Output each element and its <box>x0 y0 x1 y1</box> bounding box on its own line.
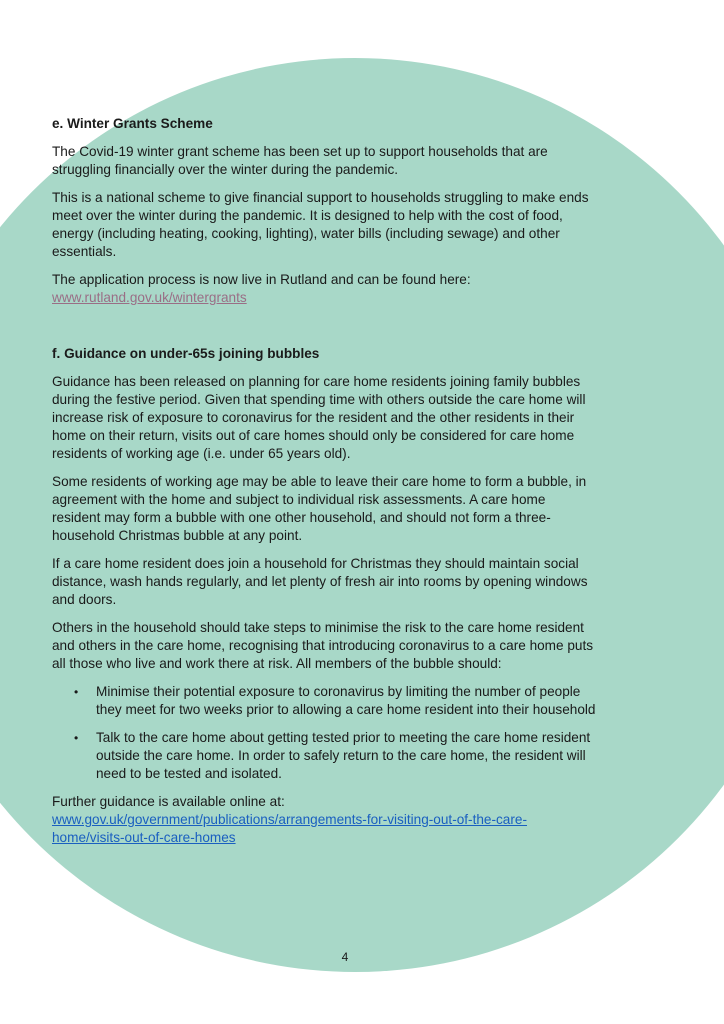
section-f-heading: f. Guidance on under-65s joining bubbles <box>52 346 320 361</box>
text-line: If a care home resident does join a household for Christmas they should maintain social <box>52 556 579 571</box>
winter-grants-link[interactable]: www.rutland.gov.uk/wintergrants <box>52 290 247 305</box>
further-guidance <box>52 793 652 847</box>
gov-guidance-link[interactable]: www.gov.uk/government/publications/arrangements-for-visiting-out-of-the-care- <box>52 812 527 827</box>
section-f-heading-block <box>52 345 652 363</box>
section-e-heading: e. Winter Grants Scheme <box>52 116 213 131</box>
text-line: This is a national scheme to give financial support to households struggling to make ends <box>52 190 589 205</box>
text-line: outside the care home. In order to safely return to the care home, the resident will <box>96 748 586 763</box>
text-line: The application process is now live in Rutland and can be found here: <box>52 272 471 287</box>
text-line: essentials. <box>52 244 117 259</box>
text-line: Minimise their potential exposure to coronavirus by limiting the number of people <box>96 684 581 699</box>
section-f-paragraph-4 <box>52 619 652 673</box>
section-f-paragraph-3 <box>52 555 652 609</box>
text-line: increase risk of exposure to coronavirus for the resident and the other residents in their <box>52 410 575 425</box>
bullet-icon: • <box>74 685 79 699</box>
section-e-paragraph-2 <box>52 189 652 261</box>
text-line: Further guidance is available online at: <box>52 794 285 809</box>
text-line: residents of working age (i.e. under 65 years old). <box>52 446 351 461</box>
text-line: meet over the winter during the pandemic. It is designed to help with the cost of food, <box>52 208 563 223</box>
page-number: 4 <box>341 950 349 964</box>
text-line: The Covid-19 winter grant scheme has been set up to support households that are <box>52 144 548 159</box>
section-e-paragraph-3 <box>52 271 652 307</box>
text-line: home on their return, visits out of care homes should only be considered for care home <box>52 428 575 443</box>
text-line: Some residents of working age may be able to leave their care home to form a bubble, in <box>52 474 587 489</box>
text-line: they meet for two weeks prior to allowing a care home resident into their household <box>96 702 596 717</box>
text-line: Guidance has been released on planning for care home residents joining family bubbles <box>52 374 581 389</box>
text-line: agreement with the home and subject to individual risk assessments. A care home <box>52 492 546 507</box>
text-line: all those who live and work there at risk. All members of the bubble should: <box>52 656 502 671</box>
section-f-paragraph-2 <box>52 473 652 545</box>
bullet-icon: • <box>74 731 79 745</box>
text-line: and others in the care home, recognising that introducing coronavirus to a care home puts <box>52 638 594 653</box>
section-f-paragraph-1 <box>52 373 652 463</box>
text-line: need to be tested and isolated. <box>96 766 282 781</box>
text-line: during the festive period. Given that spending time with others outside the care home will <box>52 392 586 407</box>
text-line: distance, wash hands regularly, and let plenty of fresh air into rooms by opening windows <box>52 574 588 589</box>
section-e-heading-block <box>52 115 652 133</box>
text-line: resident may form a bubble with one other household, and should not form a three- <box>52 510 551 525</box>
text-line: struggling financially over the winter during the pandemic. <box>52 162 399 177</box>
text-line: energy (including heating, cooking, lighting), water bills (including sewage) and other <box>52 226 560 241</box>
section-e-paragraph-1 <box>52 143 652 179</box>
gov-guidance-link-continued[interactable]: home/visits-out-of-care-homes <box>52 830 236 845</box>
text-line: household Christmas bubble at any point. <box>52 528 303 543</box>
text-line: Talk to the care home about getting tested prior to meeting the care home resident <box>96 730 591 745</box>
text-line: and doors. <box>52 592 117 607</box>
text-line: Others in the household should take steps to minimise the risk to the care home resident <box>52 620 584 635</box>
